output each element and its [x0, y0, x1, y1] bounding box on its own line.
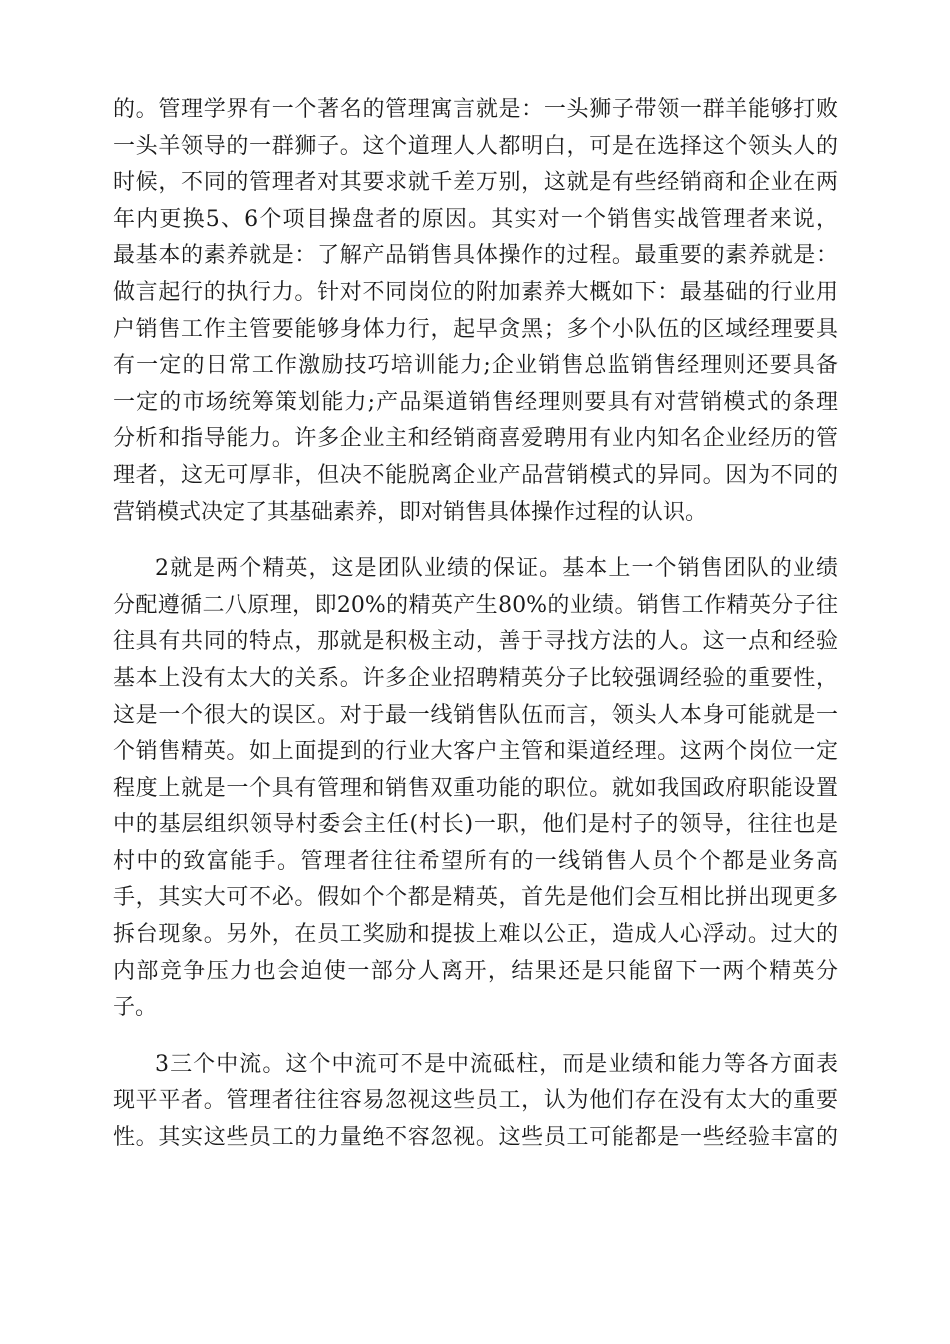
- paragraph-2: [113, 551, 838, 1027]
- text-line: 营销模式决定了其基础素养，即对销售具体操作过程的认识。: [113, 499, 708, 525]
- text-line: 现平平者。管理者往往容易忽视这些员工，认为他们存在没有太大的重要: [113, 1088, 838, 1114]
- text-line: 一定的市场统筹策划能力;产品渠道销售经理则要具有对营销模式的条理: [113, 389, 838, 415]
- paragraph-gap: [113, 531, 838, 551]
- text-line: 最基本的素养就是：了解产品销售具体操作的过程。最重要的素养就是：: [113, 243, 838, 269]
- document-page: [113, 92, 838, 1157]
- text-line: 做言起行的执行力。针对不同岗位的附加素养大概如下：最基础的行业用: [113, 279, 838, 305]
- text-line: 有一定的日常工作激励技巧培训能力;企业销售总监销售经理则还要具备: [113, 353, 838, 379]
- text-line: 子。: [113, 995, 158, 1021]
- text-line: 户销售工作主管要能够身体力行，起早贪黑；多个小队伍的区域经理要具: [113, 316, 838, 342]
- text-line: 3三个中流。这个中流可不是中流砥柱，而是业绩和能力等各方面表: [155, 1051, 838, 1077]
- paragraph-gap: [113, 1027, 838, 1047]
- text-line: 年内更换5、6个项目操盘者的原因。其实对一个销售实战管理者来说，: [113, 206, 838, 232]
- text-line: 程度上就是一个具有管理和销售双重功能的职位。就如我国政府职能设置: [113, 775, 838, 801]
- text-line: 时候，不同的管理者对其要求就千差万别，这就是有些经销商和企业在两: [113, 170, 838, 196]
- text-line: 基本上没有太大的关系。许多企业招聘精英分子比较强调经验的重要性，: [113, 665, 838, 691]
- text-line: 一头羊领导的一群狮子。这个道理人人都明白，可是在选择这个领头人的: [113, 133, 838, 159]
- text-line: 这是一个很大的误区。对于最一线销售队伍而言，领头人本身可能就是一: [113, 702, 838, 728]
- text-line: 性。其实这些员工的力量绝不容忽视。这些员工可能都是一些经验丰富的: [113, 1125, 838, 1151]
- text-line: 手，其实大可不必。假如个个都是精英，首先是他们会互相比拼出现更多: [113, 885, 838, 911]
- text-line: 理者，这无可厚非，但决不能脱离企业产品营销模式的异同。因为不同的: [113, 462, 838, 488]
- text-line: 往具有共同的特点，那就是积极主动，善于寻找方法的人。这一点和经验: [113, 629, 838, 655]
- text-line: 个销售精英。如上面提到的行业大客户主管和渠道经理。这两个岗位一定: [113, 739, 838, 765]
- text-line: 村中的致富能手。管理者往往希望所有的一线销售人员个个都是业务高: [113, 848, 838, 874]
- text-line: 分析和指导能力。许多企业主和经销商喜爱聘用有业内知名企业经历的管: [113, 426, 838, 452]
- paragraph-1: [113, 92, 838, 531]
- text-line: 分配遵循二八原理，即20%的精英产生80%的业绩。销售工作精英分子往: [113, 592, 838, 618]
- paragraph-3: [113, 1047, 838, 1157]
- text-line: 2就是两个精英，这是团队业绩的保证。基本上一个销售团队的业绩: [155, 556, 838, 582]
- text-line: 的。管理学界有一个著名的管理寓言就是：一头狮子带领一群羊能够打败: [113, 97, 838, 122]
- text-line: 内部竞争压力也会迫使一部分人离开，结果还是只能留下一两个精英分: [113, 958, 838, 984]
- text-line: 拆台现象。另外，在员工奖励和提拔上难以公正，造成人心浮动。过大的: [113, 922, 838, 948]
- text-line: 中的基层组织领导村委会主任(村长)一职，他们是村子的领导，往往也是: [113, 812, 838, 838]
